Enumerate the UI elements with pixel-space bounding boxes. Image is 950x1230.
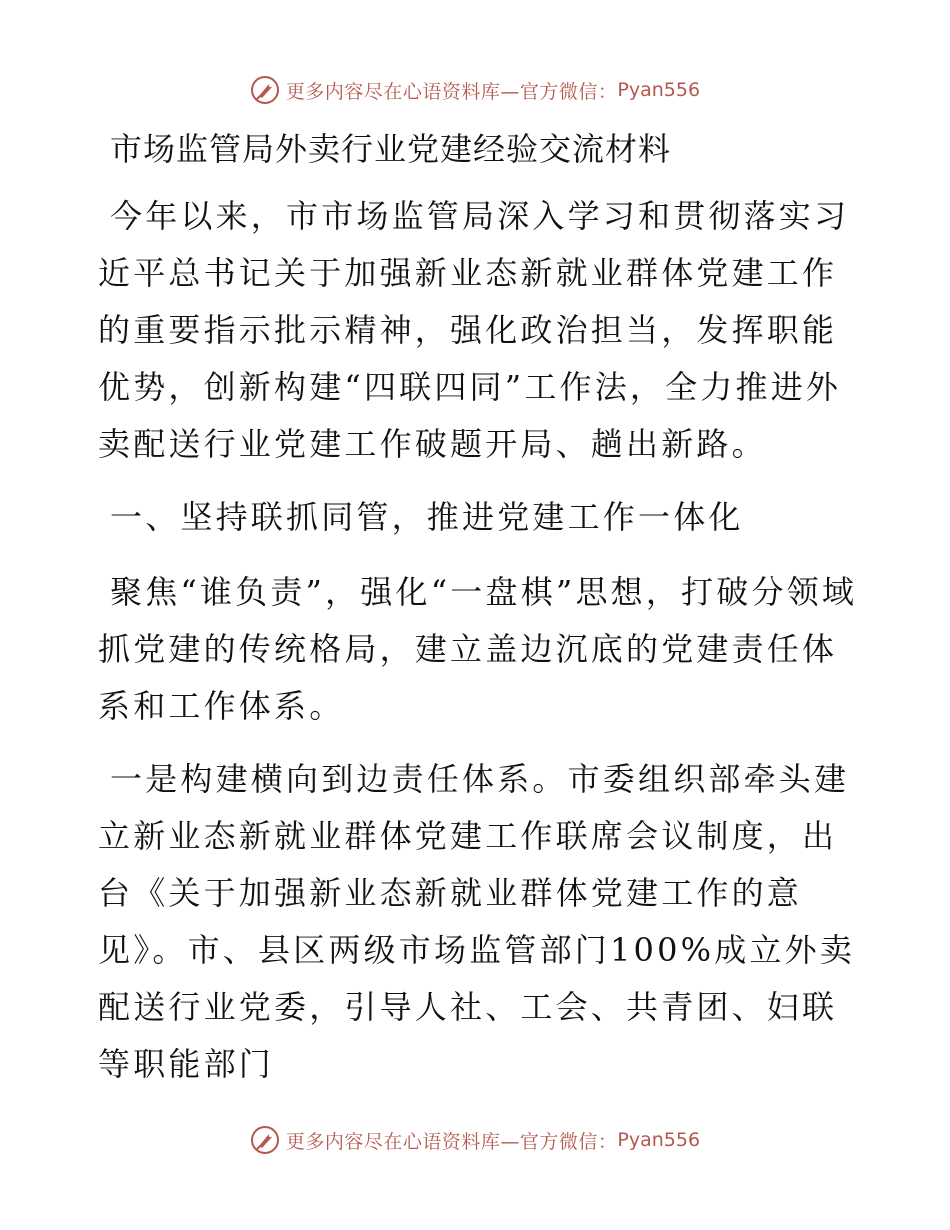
watermark-handle: Pyan556 (617, 79, 701, 101)
section-paragraph: 聚焦“谁负责”，强化“一盘棋”思想，打破分领域抓党建的传统格局，建立盖边沉底的党建责任体系和工作体系。 (98, 573, 858, 725)
pen-nib-logo-icon (250, 1125, 280, 1155)
point-paragraph: 一是构建横向到边责任体系。市委组织部牵头建立新业态新就业群体党建工作联席会议制度，出台《关于加强新业态新就业群体党建工作的意见》。市、县区两级市场监管部门100%成立外卖配送行业党委，引导人社、工会、共青团、妇联等职能部门 (98, 760, 856, 1083)
footer-watermark (0, 1120, 950, 1160)
header-watermark (0, 70, 950, 110)
watermark-text: 更多内容尽在心语资料库—官方微信： (285, 1130, 618, 1153)
document-title: 市场监管局外卖行业党建经验交流材料 (110, 130, 672, 168)
document-body (98, 122, 858, 1109)
intro-paragraph: 今年以来，市市场监管局深入学习和贯彻落实习近平总书记关于加强新业态新就业群体党建工作的重要指示批示精神，强化政治担当，发挥职能优势，创新构建“四联四同”工作法，全力推进外卖配送行业党建工作破题开局、趟出新路。 (98, 197, 850, 463)
watermark-text: 更多内容尽在心语资料库—官方微信： (285, 80, 618, 103)
watermark-handle: Pyan556 (617, 1129, 701, 1151)
section-heading: 一、坚持联抓同管，推进党建工作一体化 (110, 498, 744, 536)
pen-nib-logo-icon (250, 75, 280, 105)
